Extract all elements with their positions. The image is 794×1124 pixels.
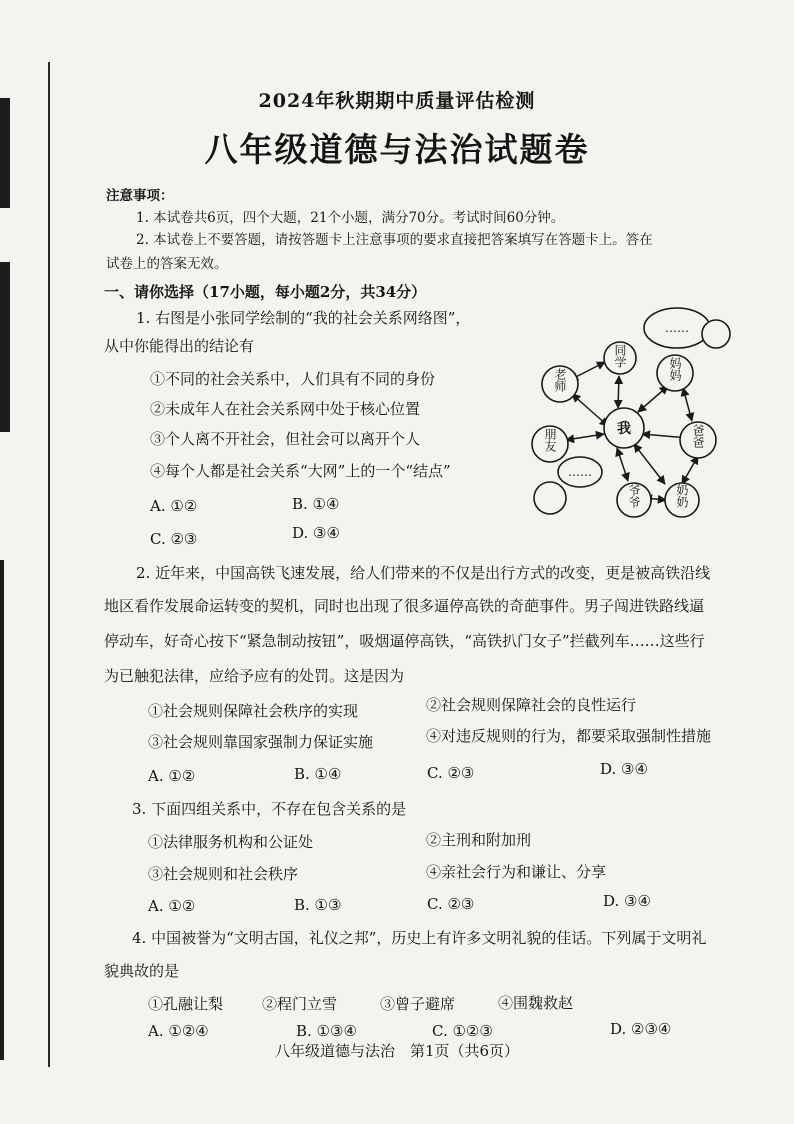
q2-option-b: B. ①④ bbox=[294, 765, 342, 783]
q2-statement-1: ①社会规则保障社会秩序的实现 bbox=[148, 702, 359, 720]
q3-option-b: B. ①③ bbox=[294, 896, 342, 914]
q2-statement-4: ④对违反规则的行为，都要采取强制性措施 bbox=[426, 727, 712, 745]
q4-statement-4: ④围魏救赵 bbox=[498, 994, 574, 1012]
q3-statement-1: ①法律服务机构和公证处 bbox=[148, 833, 314, 851]
q2-statement-3: ③社会规则靠国家强制力保证实施 bbox=[148, 733, 374, 751]
diagram-node-mom: 妈妈 bbox=[668, 357, 682, 381]
diagram-dots-left: …… bbox=[568, 465, 592, 479]
q1-option-c: C. ②③ bbox=[150, 530, 198, 548]
q4-statement-1: ①孔融让梨 bbox=[148, 995, 224, 1013]
diagram-node-grandma: 奶奶 bbox=[675, 484, 689, 508]
q2-option-c: C. ②③ bbox=[427, 764, 475, 782]
q3-stem: 3. 下面四组关系中，不存在包含关系的是 bbox=[132, 800, 407, 818]
diagram-node-friend: 朋友 bbox=[543, 428, 557, 452]
notice-heading: 注意事项： bbox=[106, 188, 174, 204]
q4-option-c: C. ①②③ bbox=[432, 1022, 493, 1040]
q2-option-d: D. ③④ bbox=[600, 760, 648, 778]
q2-stem-line1: 2. 近年来，中国高铁飞速发展，给人们带来的不仅是出行方式的改变，更是被高铁沿线 bbox=[136, 564, 711, 582]
q2-stem-line2: 地区看作发展命运转变的契机，同时也出现了很多逼停高铁的奇葩事件。男子闯进铁路线逼 bbox=[104, 597, 705, 615]
q1-option-b: B. ①④ bbox=[292, 495, 340, 513]
binding-edge-mark-bottom bbox=[0, 560, 4, 1060]
q3-option-a: A. ①② bbox=[148, 897, 196, 915]
exam-title-line1: 2024年秋期期中质量评估检测 bbox=[258, 90, 536, 112]
q3-statement-2: ②主刑和附加刑 bbox=[426, 831, 532, 849]
q4-statement-2: ②程门立雪 bbox=[262, 995, 338, 1013]
social-relations-diagram bbox=[520, 296, 740, 526]
q4-option-a: A. ①②④ bbox=[148, 1022, 209, 1040]
notice-item-2-cont: 试卷上的答案无效。 bbox=[106, 256, 228, 272]
diagram-node-grandpa: 爷爷 bbox=[627, 484, 641, 508]
exam-title-line2: 八年级道德与法治试题卷 bbox=[204, 130, 590, 169]
q2-stem-line3: 停动车，好奇心按下“紧急制动按钮”，吸烟逼停高铁，“高铁扒门女子”拦截列车……这些行 bbox=[104, 632, 705, 650]
q4-stem-line2: 貌典故的是 bbox=[104, 962, 180, 980]
q2-option-a: A. ①② bbox=[148, 767, 196, 785]
diagram-node-classmate: 同学 bbox=[613, 344, 627, 368]
q4-option-b: B. ①③④ bbox=[296, 1022, 357, 1040]
page-footer: 八年级道德与法治 第1页（共6页） bbox=[274, 1042, 520, 1060]
q2-stem-line4: 为已触犯法律，应给予应有的处罚。这是因为 bbox=[104, 667, 405, 685]
q1-stem-line1: 1. 右图是小张同学绘制的“我的社会关系网络图”， bbox=[136, 309, 471, 327]
q3-statement-4: ④亲社会行为和谦让、分享 bbox=[426, 863, 607, 881]
diagram-dots-top: …… bbox=[665, 321, 689, 335]
q4-statement-3: ③曾子避席 bbox=[380, 995, 456, 1013]
diagram-node-teacher: 老师 bbox=[553, 368, 567, 392]
q1-statement-1: ①不同的社会关系中，人们具有不同的身份 bbox=[150, 370, 436, 388]
binding-edge-mark-middle bbox=[0, 262, 10, 432]
q3-option-c: C. ②③ bbox=[427, 895, 475, 913]
notice-item-2: 2. 本试卷上不要答题，请按答题卡上注意事项的要求直接把答案填写在答题卡上。答在 bbox=[136, 232, 653, 248]
q1-stem-line2: 从中你能得出的结论有 bbox=[104, 337, 255, 355]
q3-option-d: D. ③④ bbox=[603, 892, 651, 910]
section-1-heading: 一、请你选择（17小题，每小题2分，共34分） bbox=[104, 283, 427, 301]
q4-option-d: D. ②③④ bbox=[610, 1020, 672, 1038]
q1-statement-2: ②未成年人在社会关系网中处于核心位置 bbox=[150, 400, 421, 418]
q1-option-a: A. ①② bbox=[150, 497, 198, 515]
binding-margin-line bbox=[48, 62, 50, 1067]
q4-stem-line1: 4. 中国被誉为“文明古国，礼仪之邦”，历史上有许多文明礼貌的佳话。下列属于文明礼 bbox=[132, 929, 707, 947]
q2-statement-2: ②社会规则保障社会的良性运行 bbox=[426, 696, 637, 714]
notice-item-1: 1. 本试卷共6页，四个大题，21个小题，满分70分。考试时间60分钟。 bbox=[136, 210, 565, 226]
diagram-node-me: 我 bbox=[617, 421, 631, 437]
q1-statement-4: ④每个人都是社会关系“大网”上的一个“结点” bbox=[150, 462, 451, 480]
diagram-node-dad: 爸爸 bbox=[691, 424, 705, 448]
q3-statement-3: ③社会规则和社会秩序 bbox=[148, 865, 299, 883]
q1-statement-3: ③个人离不开社会，但社会可以离开个人 bbox=[150, 430, 421, 448]
q1-option-d: D. ③④ bbox=[292, 524, 340, 542]
